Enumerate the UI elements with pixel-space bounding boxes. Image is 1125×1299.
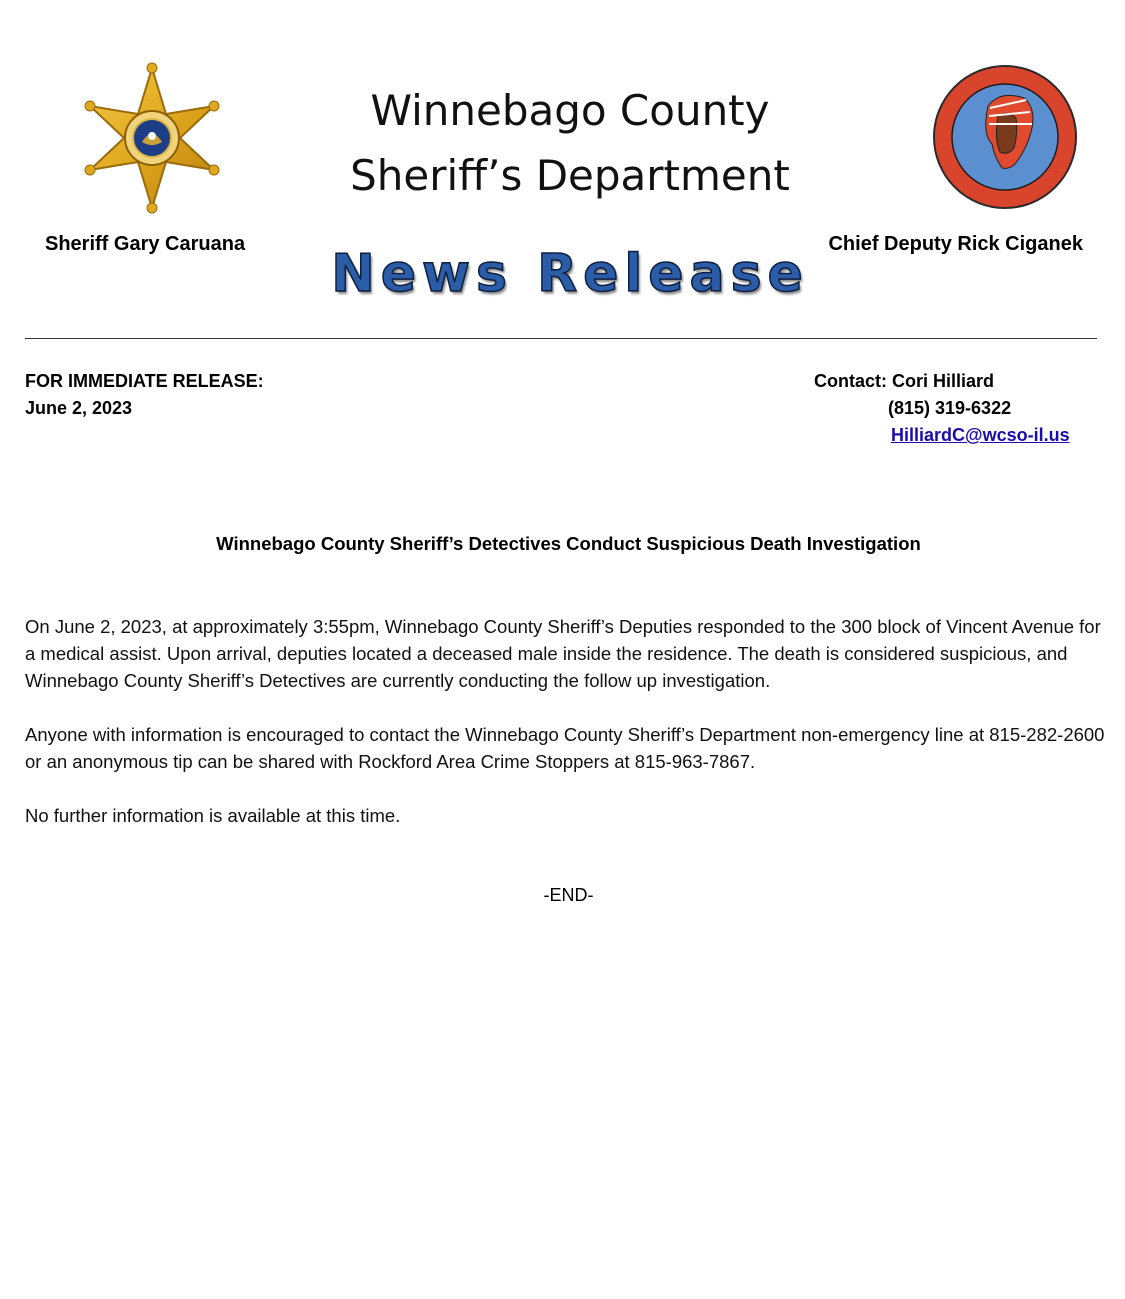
body-paragraph: Anyone with information is encouraged to contact the Winnebago County Sheriff’s Department non-emergency line at 815-282-2600 or an anonymous tip can be shared with Rockford Area Crime Stoppers at 815-963-7867. xyxy=(25,724,1105,772)
org-name-line-1: Winnebago County xyxy=(370,86,770,135)
contact-phone: (815) 319-6322 xyxy=(888,398,1012,418)
chief-deputy-name: Chief Deputy Rick Ciganek xyxy=(828,233,1083,255)
contact-email-link[interactable]: HilliardC@wcso-il.us xyxy=(891,425,1070,445)
news-release-title: News Release xyxy=(331,244,809,304)
header-divider xyxy=(25,338,1097,339)
body-paragraph: On June 2, 2023, at approximately 3:55pm, Winnebago County Sheriff’s Deputies responded to the 300 block of Vincent Avenue for a medical assist. Upon arrival, deputies located a deceased male inside the residence. The death is considered suspicious, and Winnebago County Sheriff’s Detectives are currently conducting the follow up investigation. xyxy=(25,616,1101,691)
sheriff-name: Sheriff Gary Caruana xyxy=(45,233,246,255)
release-date: June 2, 2023 xyxy=(25,398,133,418)
sheriffs-police-patch-icon xyxy=(932,64,1078,210)
release-label: FOR IMMEDIATE RELEASE: xyxy=(25,371,264,391)
org-name-line-2: Sheriff’s Department xyxy=(350,151,790,200)
release-headline: Winnebago County Sheriff’s Detectives Conduct Suspicious Death Investigation xyxy=(216,533,921,554)
sheriff-star-badge-icon xyxy=(82,62,222,214)
body-paragraph: No further information is available at this time. xyxy=(25,805,401,826)
end-marker: -END- xyxy=(543,885,594,905)
contact-name: Contact: Cori Hilliard xyxy=(814,371,995,391)
